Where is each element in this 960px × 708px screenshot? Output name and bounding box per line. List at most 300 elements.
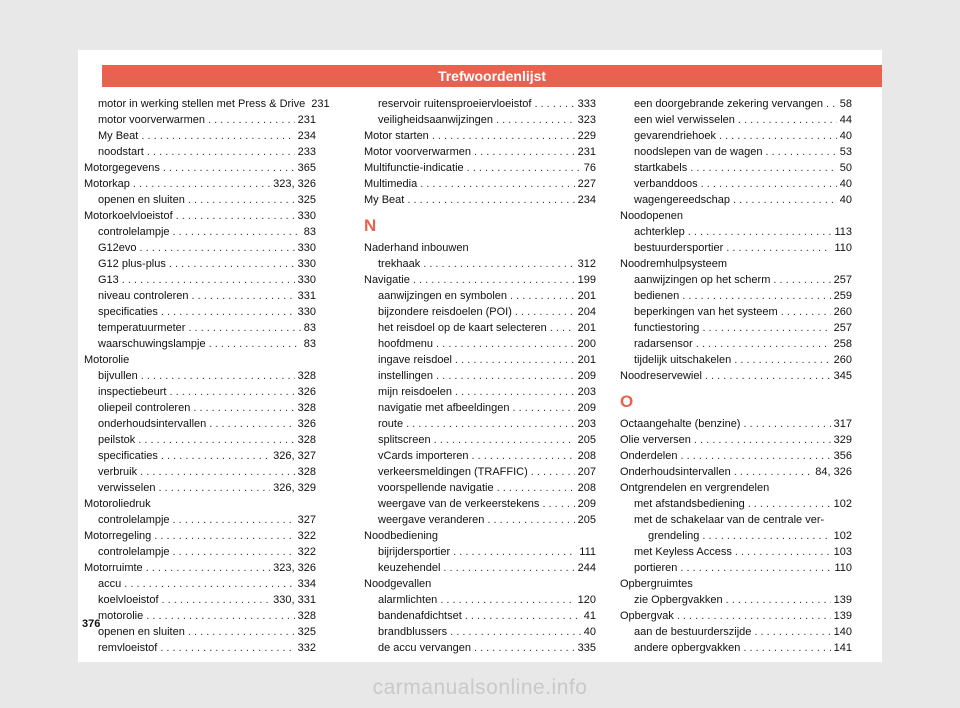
dot-leader <box>160 640 294 656</box>
entry-page: 113 <box>834 226 852 238</box>
index-entry <box>620 608 852 624</box>
section-letter: O <box>620 392 634 411</box>
dot-leader <box>705 368 831 384</box>
dot-leader <box>147 144 295 160</box>
entry-page: 356 <box>833 450 852 462</box>
dot-leader <box>161 448 270 464</box>
entry-page: 83 <box>303 226 316 238</box>
dot-leader <box>510 288 575 304</box>
entry-page: 328 <box>297 610 316 622</box>
entry-term: een doorgebrande zekering vervangen <box>634 98 823 110</box>
entry-term: Opbergruimtes <box>620 578 693 590</box>
entry-page: 110 <box>834 562 852 574</box>
dot-leader <box>173 544 295 560</box>
entry-term: verwisselen <box>98 482 156 494</box>
entry-term: alarmlichten <box>378 594 438 606</box>
entry-page: 326, 329 <box>273 482 316 494</box>
index-entry <box>620 576 852 592</box>
entry-page: 330 <box>297 210 316 222</box>
index-subentry <box>364 112 596 128</box>
dot-leader <box>743 416 830 432</box>
entry-term: bijrijdersportier <box>378 546 451 558</box>
dot-leader <box>467 160 581 176</box>
entry-term: startkabels <box>634 162 688 174</box>
dot-leader <box>455 352 575 368</box>
entry-page: 258 <box>833 338 852 350</box>
dot-leader <box>436 368 575 384</box>
entry-page: 103 <box>833 546 852 558</box>
entry-term: openen en sluiten <box>98 194 185 206</box>
dot-leader <box>681 448 831 464</box>
dot-leader <box>154 528 294 544</box>
index-subentry <box>84 480 316 496</box>
dot-leader <box>208 112 295 128</box>
entry-term: bedienen <box>634 290 680 302</box>
entry-page: 322 <box>297 546 316 558</box>
entry-term: controlelampje <box>98 226 170 238</box>
index-entry <box>364 528 596 544</box>
entry-term: Onderdelen <box>620 450 678 462</box>
dot-leader <box>161 304 295 320</box>
dot-leader <box>474 640 575 656</box>
entry-term: Olie verversen <box>620 434 691 446</box>
dot-leader <box>465 608 581 624</box>
entry-term: Naderhand inbouwen <box>364 242 469 254</box>
index-entry <box>620 464 852 480</box>
dot-leader <box>726 240 831 256</box>
dot-leader <box>169 256 295 272</box>
index-subentry <box>620 272 852 288</box>
entry-page: 328 <box>297 402 316 414</box>
entry-page: 331 <box>297 290 316 302</box>
index-subentry <box>364 560 596 576</box>
entry-page: 345 <box>833 370 852 382</box>
dot-leader <box>141 128 294 144</box>
index-subentry <box>364 608 596 624</box>
index-entry <box>364 576 596 592</box>
entry-term: zie Opbergvakken <box>634 594 723 606</box>
dot-leader <box>726 592 831 608</box>
index-subentry <box>620 528 852 544</box>
index-subentry <box>620 224 852 240</box>
entry-page: 326 <box>297 386 316 398</box>
dot-leader <box>694 432 831 448</box>
entry-term: bestuurdersportier <box>634 242 724 254</box>
entry-term: waarschuwingslampje <box>98 338 206 350</box>
index-entry <box>84 496 316 512</box>
entry-term: My Beat <box>364 194 405 206</box>
index-subentry <box>84 192 316 208</box>
dot-leader <box>188 192 295 208</box>
entry-term: ingave reisdoel <box>378 354 452 366</box>
entry-page: 139 <box>833 610 852 622</box>
entry-term: accu <box>98 578 122 590</box>
dot-leader <box>188 624 295 640</box>
index-entry <box>364 176 596 192</box>
entry-term: Motorkap <box>84 178 130 190</box>
entry-term: Motorgegevens <box>84 162 160 174</box>
entry-term: Noodopenen <box>620 210 684 222</box>
index-subentry <box>620 176 852 192</box>
entry-page: 203 <box>577 418 596 430</box>
entry-page: 260 <box>833 354 852 366</box>
index-subentry <box>620 304 852 320</box>
entry-term: controlelampje <box>98 514 170 526</box>
dot-leader <box>122 272 295 288</box>
entry-term: functiestoring <box>634 322 700 334</box>
entry-term: mijn reisdoelen <box>378 386 452 398</box>
entry-term: met Keyless Access <box>634 546 732 558</box>
entry-page: 208 <box>577 482 596 494</box>
entry-term: oliepeil controleren <box>98 402 191 414</box>
entry-term: specificaties <box>98 306 158 318</box>
dot-leader <box>531 464 575 480</box>
index-subentry <box>84 224 316 240</box>
entry-term: hoofdmenu <box>378 338 434 350</box>
entry-page: 205 <box>577 434 596 446</box>
entry-term: radarsensor <box>634 338 693 350</box>
entry-term: bandenafdichtset <box>378 610 462 622</box>
entry-term: met de schakelaar van de centrale ver- <box>634 514 825 526</box>
entry-page: 322 <box>297 530 316 542</box>
entry-page: 199 <box>577 274 596 286</box>
entry-term: brandblussers <box>378 626 448 638</box>
index-subentry <box>84 240 316 256</box>
entry-term: bijzondere reisdoelen (POI) <box>378 306 512 318</box>
entry-page: 141 <box>833 642 852 654</box>
entry-term: Motorolie <box>84 354 130 366</box>
entry-term: instellingen <box>378 370 434 382</box>
dot-leader <box>748 496 831 512</box>
dot-leader <box>146 608 294 624</box>
entry-term: specificaties <box>98 450 158 462</box>
index-subentry <box>364 336 596 352</box>
index-subentry <box>84 336 316 352</box>
dot-leader <box>765 144 836 160</box>
index-subentry <box>364 416 596 432</box>
dot-leader <box>188 320 300 336</box>
entry-page: 333 <box>577 98 596 110</box>
entry-page: 231 <box>577 146 596 158</box>
entry-page: 233 <box>297 146 316 158</box>
entry-term: motor in werking stellen met Press & Drive <box>98 98 306 110</box>
dot-leader <box>826 96 837 112</box>
dot-leader <box>550 320 575 336</box>
entry-page: 244 <box>577 562 596 574</box>
watermark: carmanualsonline.info <box>372 676 588 699</box>
dot-leader <box>487 512 574 528</box>
dot-leader <box>534 96 574 112</box>
entry-term: trekhaak <box>378 258 421 270</box>
index-subentry <box>84 544 316 560</box>
section-letter: N <box>364 216 377 235</box>
dot-leader <box>124 576 294 592</box>
dot-leader <box>696 336 831 352</box>
index-subentry <box>84 112 316 128</box>
index-subentry <box>84 144 316 160</box>
index-subentry <box>364 256 596 272</box>
dot-leader <box>170 384 295 400</box>
entry-page: 328 <box>297 434 316 446</box>
entry-page: 231 <box>297 114 316 126</box>
entry-page: 83 <box>303 322 316 334</box>
dot-leader <box>423 256 574 272</box>
index-subentry <box>84 640 316 656</box>
index-subentry <box>84 272 316 288</box>
entry-page: 330 <box>297 242 316 254</box>
entry-page: 201 <box>577 290 596 302</box>
index-subentry <box>84 288 316 304</box>
index-subentry <box>620 192 852 208</box>
entry-term: Motoroliedruk <box>84 498 151 510</box>
entry-term: Opbergvak <box>620 610 674 622</box>
entry-term: Multimedia <box>364 178 418 190</box>
index-subentry <box>84 416 316 432</box>
index-entry <box>84 352 316 368</box>
entry-term: inspectiebeurt <box>98 386 167 398</box>
dot-leader <box>440 592 574 608</box>
index-column-1 <box>84 96 330 656</box>
dot-leader <box>542 496 574 512</box>
entry-term: temperatuurmeter <box>98 322 186 334</box>
entry-term: aanwijzingen en symbolen <box>378 290 508 302</box>
index-subentry <box>364 384 596 400</box>
entry-term: wagengereedschap <box>634 194 731 206</box>
index-subentry <box>84 608 316 624</box>
entry-term: Onderhoudsintervallen <box>620 466 731 478</box>
entry-page: 326 <box>297 418 316 430</box>
dot-leader <box>719 128 837 144</box>
dot-leader <box>688 224 832 240</box>
index-subentry <box>84 400 316 416</box>
index-subentry <box>84 128 316 144</box>
index-entry <box>364 160 596 176</box>
entry-page: 120 <box>577 594 596 606</box>
entry-term: grendeling <box>648 530 700 542</box>
index-subentry <box>364 640 596 656</box>
entry-page: 40 <box>839 178 852 190</box>
entry-page: 76 <box>583 162 596 174</box>
dot-leader <box>773 272 830 288</box>
index-subentry <box>364 400 596 416</box>
index-subentry <box>620 160 852 176</box>
entry-term: koelvloeistof <box>98 594 159 606</box>
dot-leader <box>743 640 830 656</box>
entry-term: andere opbergvakken <box>634 642 741 654</box>
index-subentry <box>620 288 852 304</box>
dot-leader <box>682 288 830 304</box>
entry-page: 207 <box>577 466 596 478</box>
dot-leader <box>781 304 831 320</box>
entry-page: 209 <box>577 402 596 414</box>
entry-page: 40 <box>839 194 852 206</box>
index-page <box>78 50 882 662</box>
entry-page: 326, 327 <box>273 450 316 462</box>
entry-page: 203 <box>577 386 596 398</box>
entry-page: 139 <box>833 594 852 606</box>
dot-leader <box>138 432 294 448</box>
dot-leader <box>450 624 581 640</box>
index-subentry <box>620 144 852 160</box>
dot-leader <box>734 352 830 368</box>
entry-term: Motorregeling <box>84 530 152 542</box>
entry-term: Motorruimte <box>84 562 143 574</box>
entry-page: 50 <box>839 162 852 174</box>
entry-term: motor voorverwarmen <box>98 114 205 126</box>
dot-leader <box>140 240 295 256</box>
index-entry <box>364 144 596 160</box>
index-subentry <box>620 352 852 368</box>
index-entry <box>364 192 596 208</box>
index-entry <box>84 160 316 176</box>
entry-page: 332 <box>297 642 316 654</box>
entry-term: Motorkoelvloeistof <box>84 210 173 222</box>
entry-page: 330 <box>297 274 316 286</box>
entry-term: G12evo <box>98 242 137 254</box>
entry-page: 323, 326 <box>273 178 316 190</box>
entry-term: niveau controleren <box>98 290 189 302</box>
index-subentry <box>620 624 852 640</box>
entry-term: G12 plus-plus <box>98 258 166 270</box>
dot-leader <box>162 592 271 608</box>
entry-term: Navigatie <box>364 274 410 286</box>
dot-leader <box>432 128 575 144</box>
index-subentry <box>364 288 596 304</box>
index-entry <box>620 208 852 224</box>
index-subentry <box>84 384 316 400</box>
entry-page: 84, 326 <box>815 466 852 478</box>
entry-term: noodslepen van de wagen <box>634 146 763 158</box>
index-entry <box>84 560 316 576</box>
entry-page: 44 <box>839 114 852 126</box>
dot-leader <box>209 416 294 432</box>
dot-leader <box>176 208 295 224</box>
dot-leader <box>192 288 295 304</box>
entry-term: noodstart <box>98 146 144 158</box>
entry-page: 330 <box>297 306 316 318</box>
dot-leader <box>434 432 575 448</box>
index-entry <box>620 256 852 272</box>
entry-page: 234 <box>297 130 316 142</box>
dot-leader <box>455 384 575 400</box>
entry-term: beperkingen van het systeem <box>634 306 778 318</box>
index-subentry <box>620 320 852 336</box>
dot-leader <box>453 544 576 560</box>
entry-page: 325 <box>297 626 316 638</box>
entry-term: het reisdoel op de kaart selecteren <box>378 322 547 334</box>
entry-page: 328 <box>297 370 316 382</box>
dot-leader <box>496 112 575 128</box>
entry-page: 204 <box>577 306 596 318</box>
entry-term: Noodbediening <box>364 530 439 542</box>
index-subentry <box>620 512 852 528</box>
index-entry <box>84 176 316 192</box>
entry-page: 58 <box>839 98 852 110</box>
dot-leader <box>443 560 574 576</box>
entry-term: openen en sluiten <box>98 626 185 638</box>
dot-leader <box>474 144 575 160</box>
entry-term: navigatie met afbeeldingen <box>378 402 510 414</box>
index-entry <box>364 240 596 256</box>
entry-page: 40 <box>583 626 596 638</box>
entry-term: My Beat <box>98 130 139 142</box>
entry-page: 83 <box>303 338 316 350</box>
entry-term: G13 <box>98 274 119 286</box>
index-subentry <box>364 352 596 368</box>
entry-page: 323 <box>577 114 596 126</box>
index-subentry <box>364 464 596 480</box>
entry-term: met afstandsbediening <box>634 498 745 510</box>
dot-leader <box>173 512 295 528</box>
index-subentry <box>620 592 852 608</box>
entry-page: 205 <box>577 514 596 526</box>
dot-leader <box>690 160 837 176</box>
dot-leader <box>193 400 294 416</box>
dot-leader <box>413 272 575 288</box>
entry-term: remvloeistof <box>98 642 158 654</box>
entry-page: 323, 326 <box>273 562 316 574</box>
dot-leader <box>497 480 575 496</box>
index-subentry <box>84 256 316 272</box>
entry-term: bijvullen <box>98 370 138 382</box>
entry-page: 257 <box>833 322 852 334</box>
entry-page: 102 <box>833 530 852 542</box>
entry-term: tijdelijk uitschakelen <box>634 354 732 366</box>
entry-page: 234 <box>577 194 596 206</box>
dot-leader <box>754 624 830 640</box>
index-subentry <box>84 576 316 592</box>
entry-page: 327 <box>297 514 316 526</box>
dot-leader <box>163 160 295 176</box>
page-title: Trefwoordenlijst <box>437 68 547 84</box>
entry-page: 328 <box>297 466 316 478</box>
page-header <box>78 65 882 87</box>
index-subentry <box>364 320 596 336</box>
entry-term: verkeersmeldingen (TRAFFIC) <box>378 466 528 478</box>
entry-term: voorspellende navigatie <box>378 482 494 494</box>
entry-page: 200 <box>577 338 596 350</box>
dot-leader <box>436 336 575 352</box>
index-subentry <box>620 640 852 656</box>
index-subentry <box>364 96 596 112</box>
entry-term: Multifunctie-indicatie <box>364 162 464 174</box>
entry-term: aan de bestuurderszijde <box>634 626 752 638</box>
entry-term: een wiel verwisselen <box>634 114 735 126</box>
entry-term: achterklep <box>634 226 685 238</box>
entry-term: Motor starten <box>364 130 429 142</box>
entry-term: de accu vervangen <box>378 642 471 654</box>
entry-term: splitscreen <box>378 434 431 446</box>
index-subentry <box>364 448 596 464</box>
index-subentry <box>620 496 852 512</box>
dot-leader <box>471 448 574 464</box>
entry-term: Noodremhulpsysteem <box>620 258 727 270</box>
dot-leader <box>735 544 831 560</box>
index-entry <box>620 480 852 496</box>
entry-term: veiligheidsaanwijzingen <box>378 114 493 126</box>
index-subentry <box>364 368 596 384</box>
dot-leader <box>140 464 295 480</box>
entry-page: 40 <box>839 130 852 142</box>
entry-page: 208 <box>577 450 596 462</box>
index-entry <box>84 208 316 224</box>
dot-leader <box>420 176 574 192</box>
page-number: 376 <box>82 618 101 630</box>
index-subentry <box>84 464 316 480</box>
index-subentry <box>620 112 852 128</box>
index-subentry <box>84 96 330 112</box>
entry-term: portieren <box>634 562 678 574</box>
